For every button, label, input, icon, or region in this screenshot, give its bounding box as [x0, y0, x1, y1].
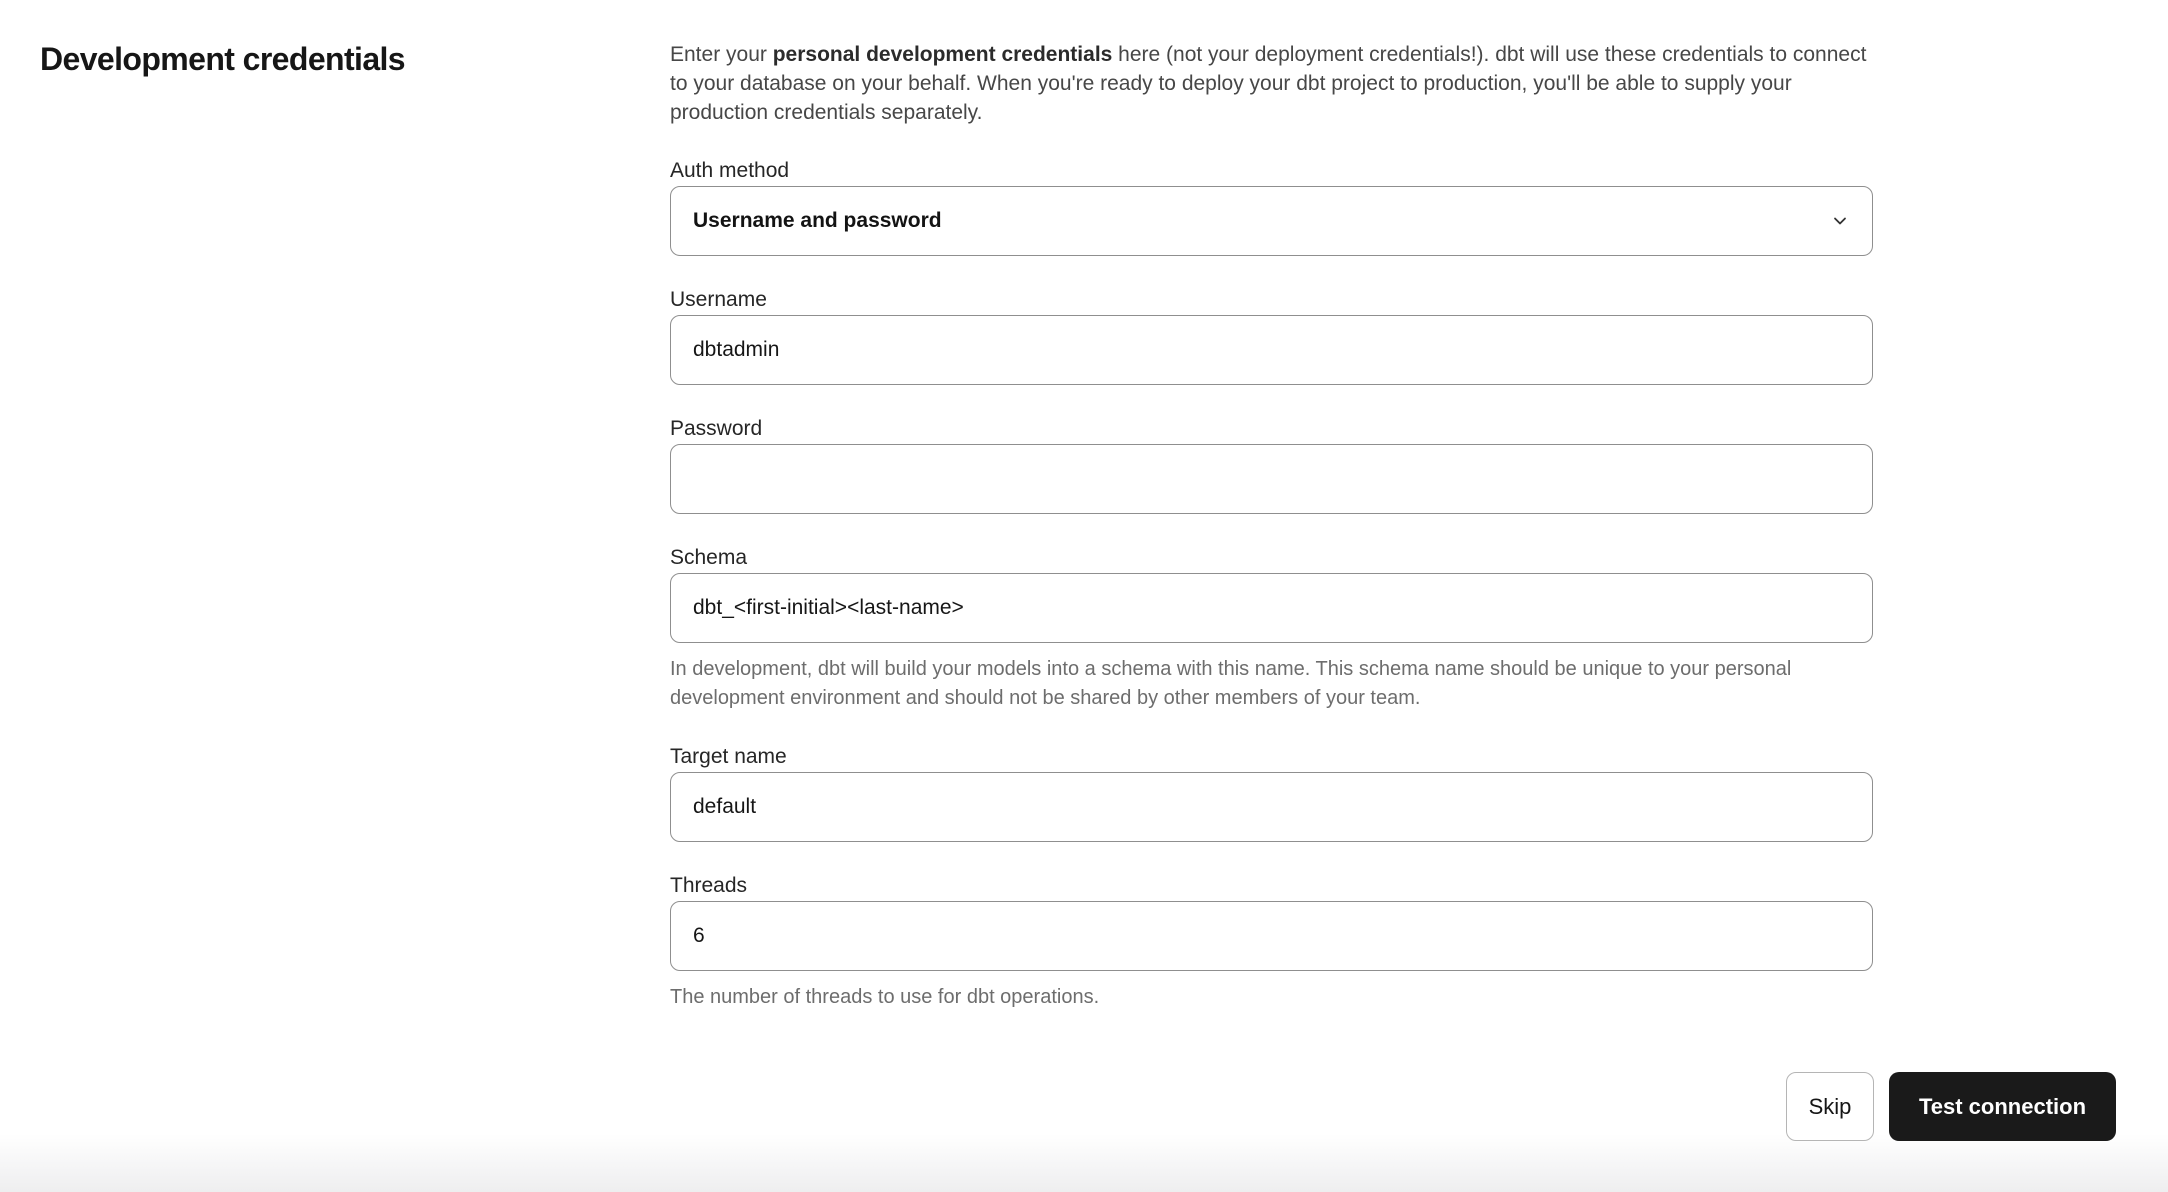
- schema-field: [670, 546, 1873, 713]
- test-connection-button[interactable]: Test connection: [1889, 1072, 2116, 1141]
- threads-input[interactable]: [670, 901, 1873, 971]
- intro-text: [670, 40, 1873, 127]
- credentials-form: [670, 40, 1873, 1012]
- chevron-down-icon: [1830, 211, 1850, 231]
- auth-method-selected-value: Username and password: [693, 209, 942, 232]
- footer-actions: [1786, 1072, 2116, 1141]
- target-name-label: Target name: [670, 745, 787, 768]
- threads-field: [670, 874, 1873, 1012]
- auth-method-field: [670, 159, 1873, 256]
- auth-method-select[interactable]: [670, 186, 1873, 256]
- username-input[interactable]: [670, 315, 1873, 385]
- schema-input[interactable]: [670, 573, 1873, 643]
- intro-text-bold: personal development credentials: [772, 43, 1113, 66]
- schema-help-text: In development, dbt will build your models into a schema with this name. This schema name should be unique to your personal development environment and should not be shared by other members of your team.: [670, 658, 1792, 709]
- password-input[interactable]: [670, 444, 1873, 514]
- password-label: Password: [670, 417, 763, 440]
- skip-button[interactable]: Skip: [1786, 1072, 1874, 1141]
- threads-help-text: The number of threads to use for dbt operations.: [670, 986, 1100, 1008]
- intro-text-end: here (not your deployment credentials!). dbt will use these credentials to connect to your database on your behalf. When you're ready to deploy your dbt project to production, you'll be able to supply your production credentials separately.: [670, 43, 1867, 124]
- title-column: [40, 40, 670, 78]
- password-field: [670, 417, 1873, 514]
- target-name-input[interactable]: [670, 772, 1873, 842]
- schema-label: Schema: [670, 546, 748, 569]
- auth-method-label: Auth method: [670, 159, 790, 182]
- bottom-gradient: [0, 1134, 2168, 1192]
- page-title: Development credentials: [40, 41, 405, 77]
- intro-text-start: Enter your: [670, 43, 773, 66]
- target-name-field: [670, 745, 1873, 842]
- username-label: Username: [670, 288, 767, 311]
- threads-label: Threads: [670, 874, 748, 897]
- username-field: [670, 288, 1873, 385]
